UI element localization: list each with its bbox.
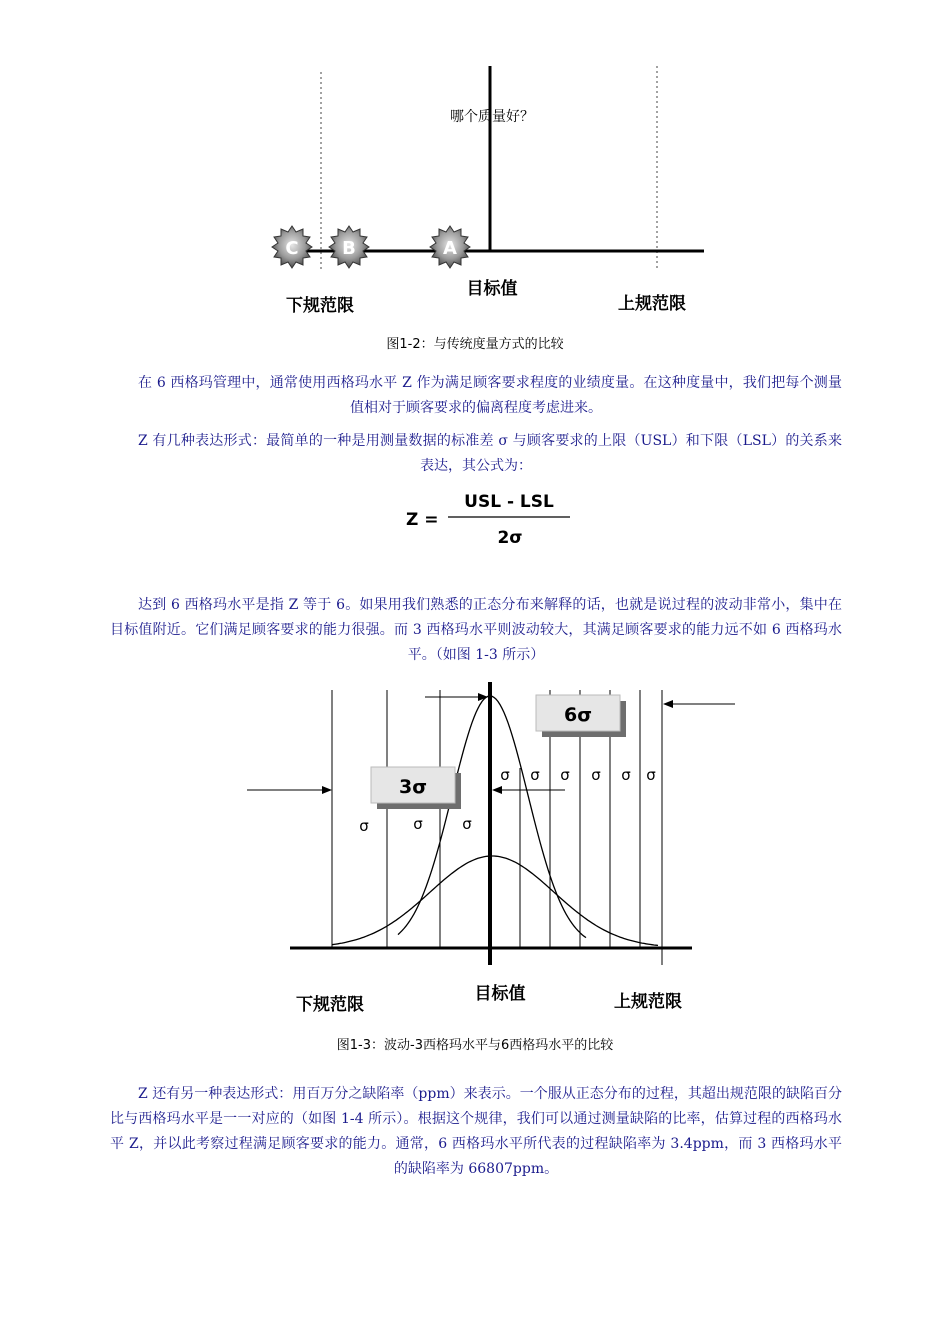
marker-b-label: B (342, 238, 356, 259)
sigma-symbol: σ (462, 815, 472, 833)
sigma-symbol: σ (413, 815, 423, 833)
paragraph-2: Z 有几种表达形式：最简单的一种是用测量数据的标准差 σ 与顾客要求的上限（USL）和下限（LSL）的关系来表达，其公式为： (138, 433, 842, 474)
sigma-symbols-left (359, 815, 472, 835)
sigma-symbol: σ (646, 766, 656, 784)
sigma-symbol: σ (500, 766, 510, 784)
paragraph-4: Z 还有另一种表达形式：用百万分之缺陷率（ppm）来表示。一个服从正态分布的过程，其超出规范限的缺陷百分比与西格玛水平是一一对应的（如图 1-4 所示）。根据这个规律，我们可以通过测量缺陷的比率，估算过程的西格玛水平 Z，并以此考察过程满足顾客要求的能力。通常，6 西格玛水平所代表的过程缺陷率为 3.4ppm，而 3 西格玛水平的缺陷率为 66807ppm。 (110, 1086, 842, 1177)
fig3-usl-label: 上规范限 (614, 992, 682, 1012)
fig3-target-label: 目标值 (474, 984, 526, 1004)
six-sigma-label: 6σ (563, 704, 593, 726)
three-sigma-curve (332, 856, 658, 945)
formula-numerator: USL - LSL (464, 492, 554, 512)
sigma-symbol: σ (591, 766, 601, 784)
figure-1-3-caption: 图1-3：波动-3西格玛水平与6西格玛水平的比较 (336, 1038, 614, 1053)
sigma-symbol: σ (621, 766, 631, 784)
three-sigma-label: 3σ (398, 776, 428, 798)
paragraph-1: 在 6 西格玛管理中，通常使用西格玛水平 Z 作为满足顾客要求程度的业绩度量。在这种度量中，我们把每个测量值相对于顾客要求的偏离程度考虑进来。 (138, 375, 842, 416)
formula-lhs: Z = (406, 510, 439, 530)
marker-c-label: C (285, 238, 299, 259)
six-sigma-box (536, 695, 626, 737)
figure-1-2-caption: 图1-2：与传统度量方式的比较 (386, 337, 564, 352)
formula-denominator: 2σ (497, 528, 523, 548)
sigma-symbols-right (500, 766, 656, 784)
target-label: 目标值 (466, 279, 518, 299)
fig3-lsl-label: 下规范限 (296, 995, 364, 1015)
marker-a-label: A (443, 238, 457, 259)
paragraph-3: 达到 6 西格玛水平是指 Z 等于 6。如果用我们熟悉的正态分布来解释的话，也就是说过程的波动非常小，集中在目标值附近。它们满足顾客要求的能力很强。而 3 西格玛水平则波动较大，其满足顾客要求的能力远不如 6 西格玛水平。（如图 1-3 所示） (110, 597, 842, 663)
sigma-symbol: σ (530, 766, 540, 784)
usl-label: 上规范限 (618, 294, 686, 314)
three-sigma-box (371, 767, 461, 809)
question-label: 哪个质量好？ (450, 109, 534, 125)
lsl-label: 下规范限 (286, 296, 354, 316)
sigma-symbol: σ (560, 766, 570, 784)
sigma-symbol: σ (359, 817, 369, 835)
